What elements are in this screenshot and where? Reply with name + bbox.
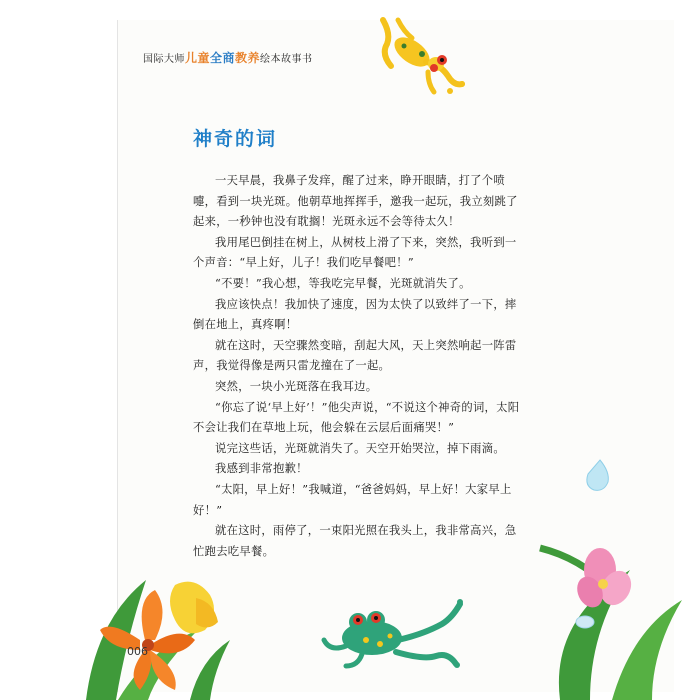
water-drop-icon: [587, 460, 608, 490]
paragraph: “你忘了说‘早上好’！”他尖声说，“不说这个神奇的词，太阳不会让我们在草地上玩，他会躲在云层后面痛哭！”: [193, 400, 520, 435]
header-prefix: 国际大师: [143, 54, 185, 65]
paragraph: 我感到非常抱歉！: [215, 462, 308, 476]
paragraph: 就在这时，天空骤然变暗，刮起大风，天上突然响起一阵雷声，我觉得像是两只雷龙撞在了一起。: [193, 338, 517, 373]
header-highlight-3: 教养: [235, 51, 261, 65]
yellow-frog-icon: [383, 20, 465, 94]
paragraph: 我用尾巴倒挂在树上，从树枝上滑了下来，突然，我听到一个声音：“早上好，儿子！我们吃早餐吧！”: [193, 235, 517, 270]
pink-flower-icon: [540, 548, 682, 700]
story-title: 神奇的词: [193, 128, 278, 150]
page-number: 006: [127, 645, 148, 658]
header-highlight-2: 全商: [210, 51, 236, 65]
paragraph: “太阳，早上好！”我喊道，“爸爸妈妈，早上好！大家早上好！”: [193, 482, 512, 517]
paragraph: 我应该快点！我加快了速度，因为太快了以致绊了一下，摔倒在地上，真疼啊！: [193, 297, 517, 332]
paragraph: 突然，一块小光斑落在我耳边。: [215, 379, 378, 393]
paragraph: 一天早晨，我鼻子发痒，醒了过来，睁开眼睛，打了个喷嚏，看到一块光斑。他朝草地挥挥手，邀我一起玩，我立刻跳了起来，一秒钟也没有耽搁！光斑永远不会等待太久！: [193, 174, 518, 229]
green-frog-icon: [324, 599, 463, 668]
header-suffix: 绘本故事书: [260, 54, 313, 65]
paragraph: 就在这时，雨停了，一束阳光照在我头上，我非常高兴，急忙跑去吃早餐。: [193, 524, 517, 558]
header-highlight-1: 儿童: [185, 51, 211, 65]
paragraph: 说完这些话，光斑就消失了。天空开始哭泣，掉下雨滴。: [215, 441, 505, 455]
orange-lily-icon: [86, 580, 230, 700]
paragraph: “不要！”我心想，等我吃完早餐，光斑就消失了。: [215, 276, 471, 290]
